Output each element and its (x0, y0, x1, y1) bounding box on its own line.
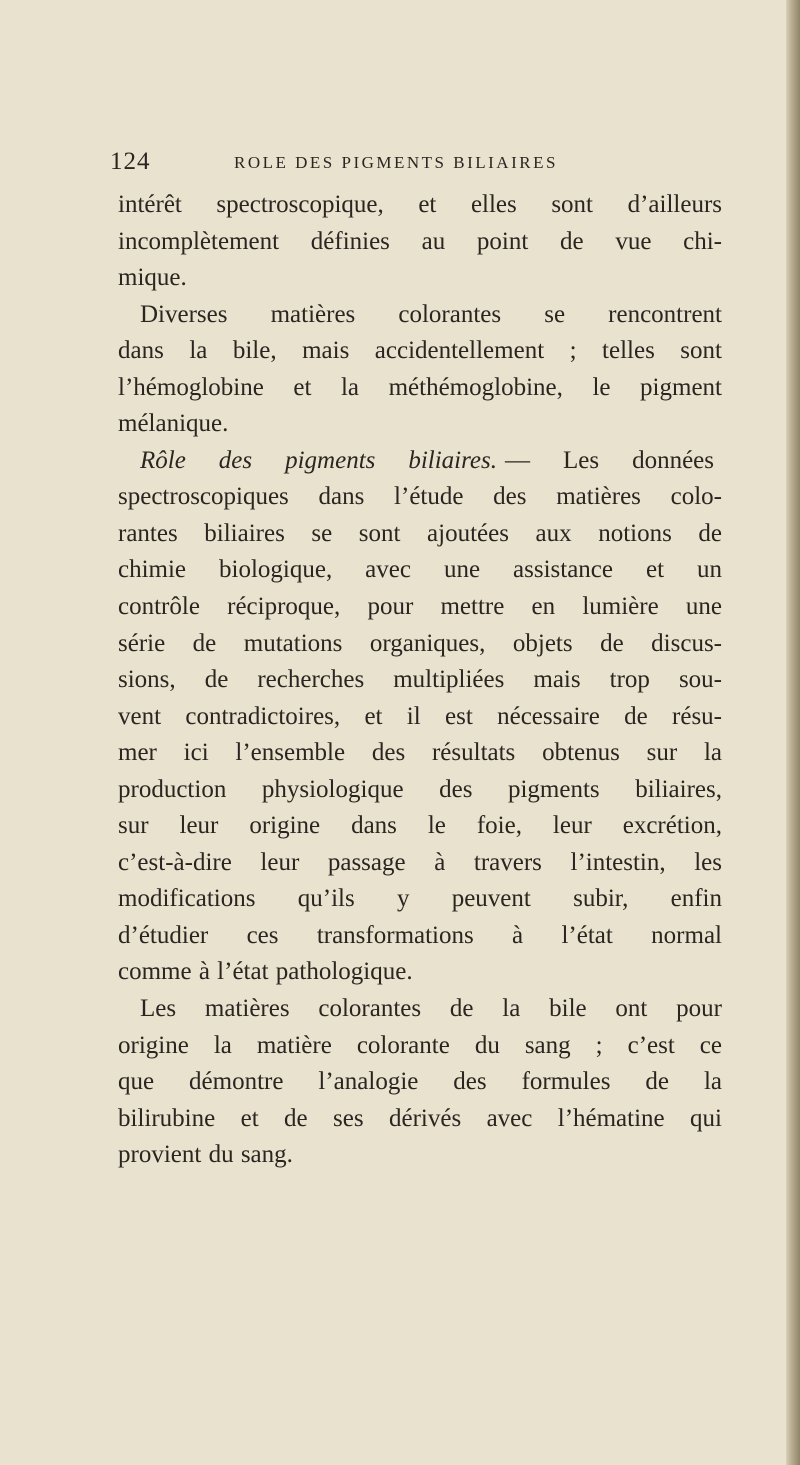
text-line: modifications qu’ils y peuvent subir, enfin (118, 885, 722, 913)
heading-continuation: — Les données (505, 446, 714, 474)
text-line: intérêt spectroscopique, et elles sont d’ailleurs (118, 191, 722, 218)
text-line: rantes biliaires se sont ajoutées aux notions de (118, 519, 722, 547)
section-heading: Rôle des pigments biliaires. (140, 446, 498, 474)
text-line: production physiologique des pigments biliaires, (118, 775, 722, 803)
text-line: origine la matière colorante du sang ; c’est ce (118, 1031, 722, 1059)
running-title: ROLE DES PIGMENTS BILIAIRES (234, 153, 558, 172)
text-line: sur leur origine dans le foie, leur excrétion, (118, 812, 722, 840)
running-head (110, 148, 730, 178)
body-text (118, 187, 722, 1174)
text-line: mélanique. (118, 410, 229, 438)
text-line: sions, de recherches multipliées mais trop sou- (118, 666, 722, 694)
text-line: c’est-à-dire leur passage à travers l’intestin, les (118, 848, 722, 876)
text-line: chimie biologique, avec une assistance et un (118, 556, 722, 584)
text-line: provient du sang. (118, 1141, 293, 1169)
text-line: mique. (118, 264, 187, 292)
page-edge (786, 0, 800, 1465)
section-heading-line (118, 443, 722, 480)
text-line: contrôle réciproque, pour mettre en lumière une (118, 593, 722, 621)
text-line: série de mutations organiques, objets de discus- (118, 629, 722, 657)
text-line: incomplètement définies au point de vue chi- (118, 227, 722, 255)
page-number: 124 (110, 148, 151, 175)
text-line: comme à l’état pathologique. (118, 958, 413, 986)
text-line: Les matières colorantes de la bile ont pour (140, 995, 722, 1023)
text-line: spectroscopiques dans l’étude des matières colo- (118, 483, 722, 511)
text-line: Diverses matières colorantes se rencontrent (140, 300, 722, 328)
text-line: dans la bile, mais accidentellement ; telles sont (118, 337, 722, 365)
text-line: vent contradictoires, et il est nécessaire de résu- (118, 702, 722, 730)
text-line: bilirubine et de ses dérivés avec l’hématine qui (118, 1104, 722, 1132)
text-line: que démontre l’analogie des formules de la (118, 1068, 722, 1096)
text-line: l’hémoglobine et la méthémoglobine, le pigment (118, 373, 722, 401)
text-line: d’étudier ces transformations à l’état normal (118, 921, 722, 949)
text-line: mer ici l’ensemble des résultats obtenus sur la (118, 739, 722, 767)
